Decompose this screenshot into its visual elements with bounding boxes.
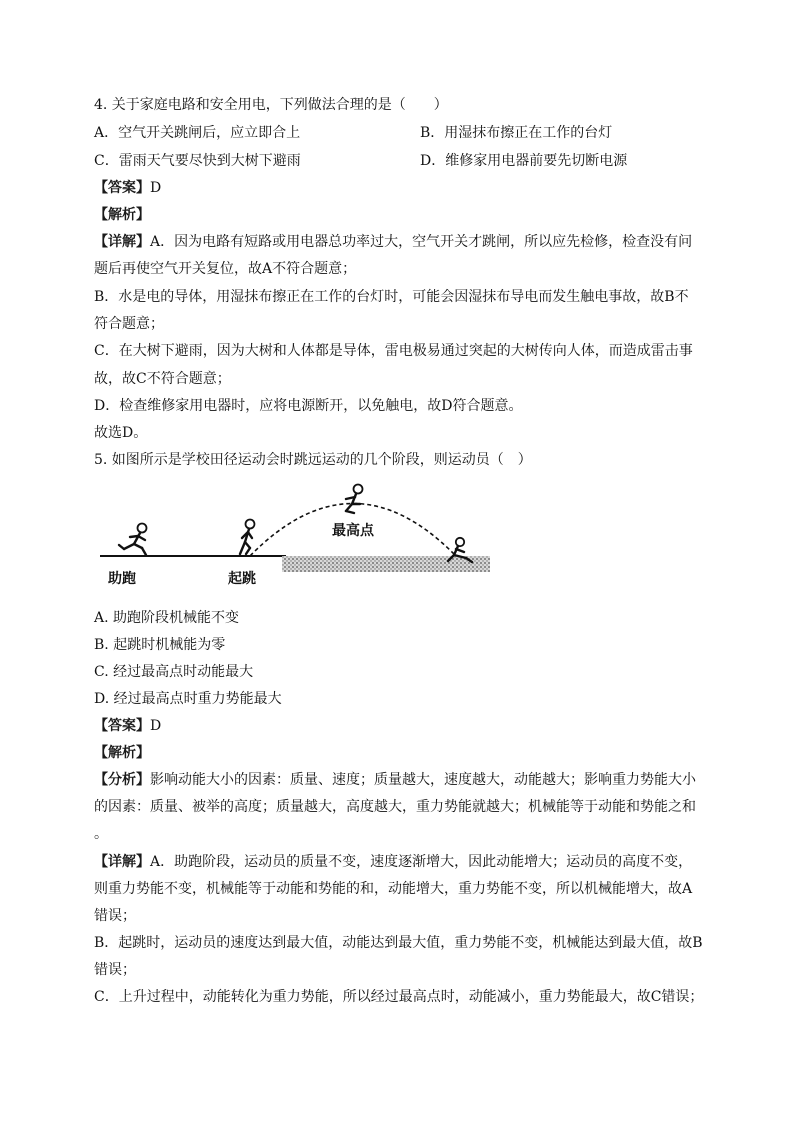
detail-tag: 【详解】 — [94, 854, 150, 870]
detail-text: A．助跑阶段，运动员的质量不变，速度逐渐增大，因此动能增大；运动员的高度不变， — [150, 854, 693, 870]
q4-detail-line-2: 题后再使空气开关复位，故A不符合题意； — [94, 261, 357, 277]
q5-analyze-line-3: 。 — [94, 826, 108, 842]
q5-analysis-tag — [94, 744, 700, 762]
analyze-text: 影响动能大小的因素：质量、速度；质量越大，速度越大，动能越大；影响重力势能大小 — [150, 772, 696, 788]
q4-option-c: C．雷雨天气要尽快到大树下避雨 — [94, 153, 301, 169]
q5-stem: 5. 如图所示是学校田径运动会时跳远运动的几个阶段，则运动员（ ） — [94, 452, 532, 468]
q4-answer — [94, 179, 700, 197]
q4-detail-line-5: C．在大树下避雨，因为大树和人体都是导体，雷电极易通过突起的大树传向人体，而造成雷击事 — [94, 343, 693, 359]
analyze-tag: 【分析】 — [94, 772, 150, 788]
label-highest-point: 最高点 — [332, 523, 374, 539]
q5-option-d: D. 经过最高点时重力势能最大 — [94, 691, 282, 707]
q5-detail-line-4: B．起跳时，运动员的速度达到最大值，动能达到最大值，重力势能不变，机械能达到最大值，故B — [94, 935, 703, 951]
detail-text: A．因为电路有短路或用电器总功率过大，空气开关才跳闸，所以应先检修，检查没有问 — [150, 234, 693, 250]
q5-analyze-line-2: 的因素：质量、被举的高度；质量越大，高度越大，重力势能就越大；机械能等于动能和势能之和 — [94, 799, 696, 815]
detail-tag: 【详解】 — [94, 234, 150, 250]
long-jump-diagram — [100, 482, 492, 592]
sand-pit — [282, 556, 490, 572]
q5-answer — [94, 717, 700, 735]
label-take-off: 起跳 — [228, 571, 256, 587]
q5-detail-line-6: C．上升过程中，动能转化为重力势能，所以经过最高点时，动能减小，重力势能最大，故C错误； — [94, 989, 704, 1005]
answer-tag: 【答案】 — [94, 180, 150, 196]
q5-detail-line-1 — [94, 853, 700, 871]
q4-analysis-tag — [94, 206, 700, 224]
q4-option-d: D．维修家用电器前要先切断电源 — [420, 153, 628, 169]
answer-value: D — [150, 180, 162, 196]
q4-option-b: B．用湿抹布擦正在工作的台灯 — [420, 125, 613, 141]
q5-detail-line-2: 则重力势能不变，机械能等于动能和势能的和，动能增大，重力势能不变，所以机械能增大，故A — [94, 881, 693, 897]
answer-value: D — [150, 718, 162, 734]
q4-detail-line-3: B．水是电的导体，用湿抹布擦正在工作的台灯时，可能会因湿抹布导电而发生触电事故，故B不 — [94, 289, 689, 305]
q4-detail-line-6: 故，故C不符合题意； — [94, 371, 231, 387]
q4-detail-line-7: D．检查维修家用电器时，应将电源断开，以免触电，故D符合题意。 — [94, 398, 523, 414]
q5-option-a: A. 助跑阶段机械能不变 — [94, 610, 240, 626]
analysis-tag: 【解析】 — [94, 745, 150, 761]
apex-figure — [346, 485, 363, 514]
runner-figure — [119, 524, 147, 556]
q5-analyze-line-1 — [94, 771, 700, 789]
q4-detail-line-1 — [94, 233, 700, 251]
q4-option-a: A．空气开关跳闸后，应立即合上 — [94, 125, 301, 141]
q5-option-c: C. 经过最高点时动能最大 — [94, 664, 254, 680]
answer-tag: 【答案】 — [94, 718, 150, 734]
label-run-up: 助跑 — [108, 571, 136, 587]
q4-conclusion: 故选D。 — [94, 425, 148, 441]
long-jump-figure — [100, 482, 492, 592]
q4-stem: 4. 关于家庭电路和安全用电，下列做法合理的是（ ） — [94, 97, 448, 113]
q5-detail-line-3: 错误； — [94, 908, 136, 924]
q4-detail-line-4: 符合题意； — [94, 316, 164, 332]
q5-detail-line-5: 错误； — [94, 962, 136, 978]
analysis-tag: 【解析】 — [94, 207, 150, 223]
q5-option-b: B. 起跳时机械能为零 — [94, 637, 226, 653]
takeoff-figure — [240, 520, 255, 555]
